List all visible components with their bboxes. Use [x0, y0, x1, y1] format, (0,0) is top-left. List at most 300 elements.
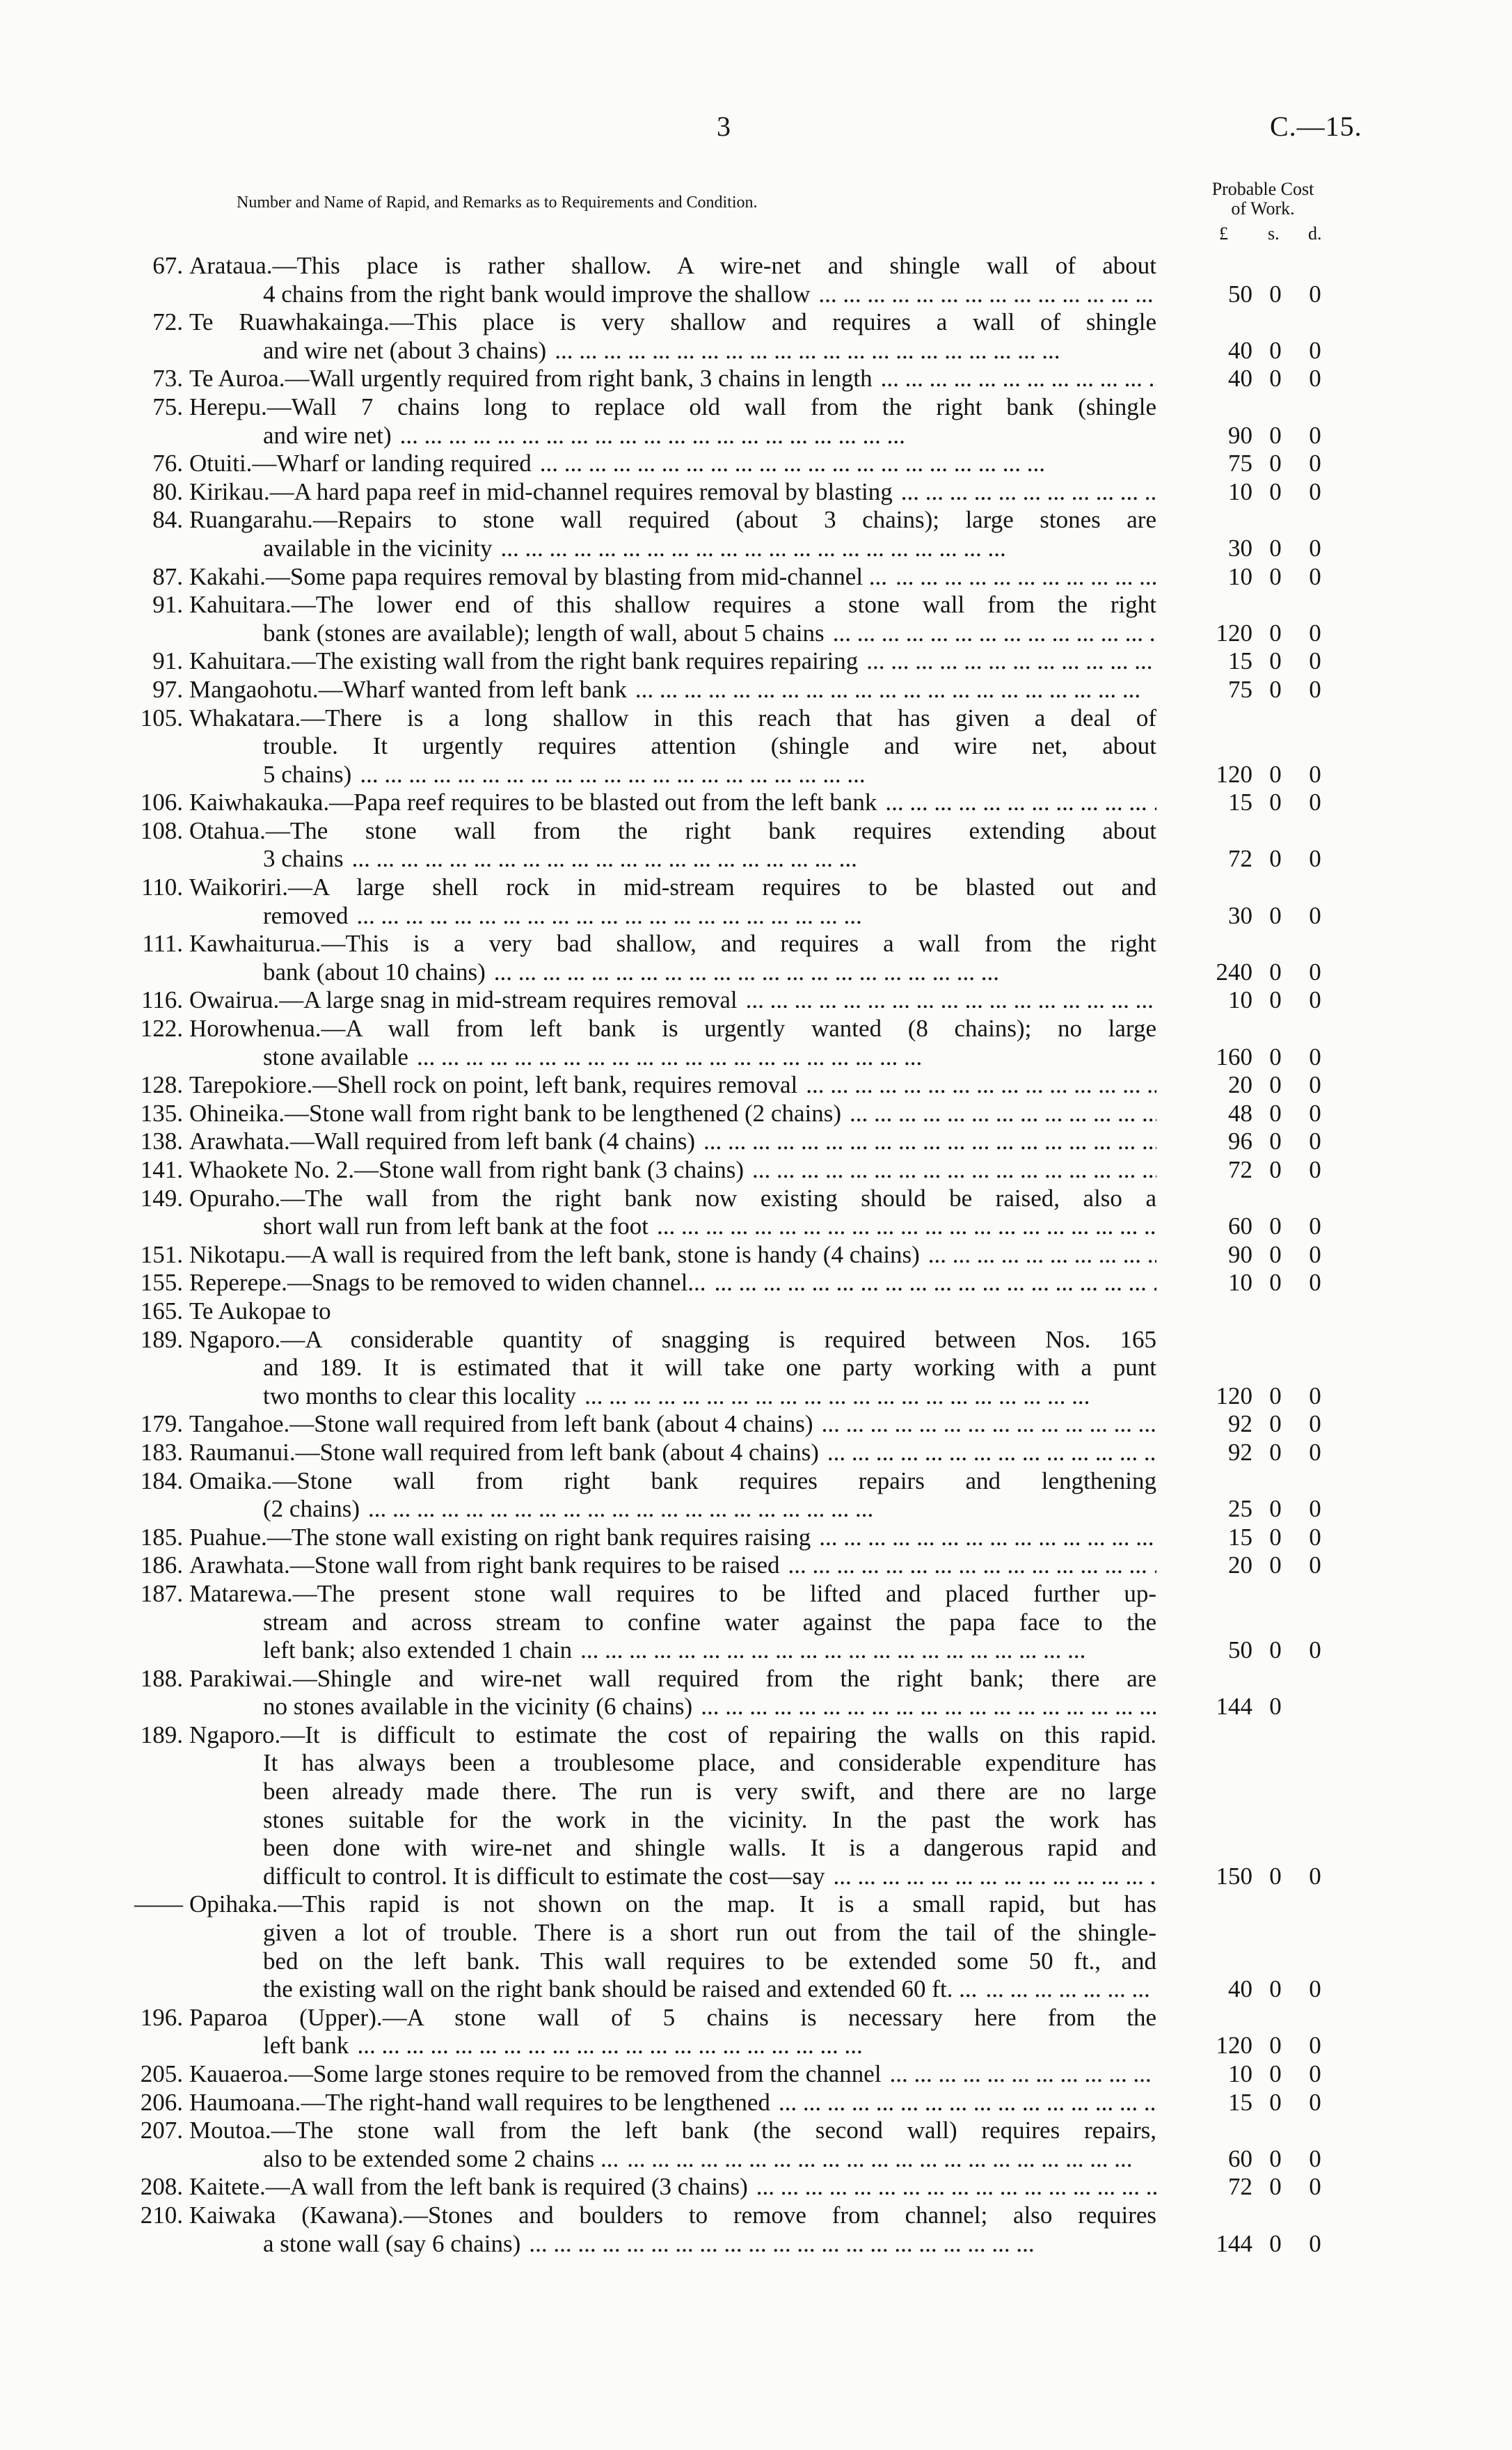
- entry-number: 188.: [140, 1664, 183, 1692]
- entry-text: [189, 365, 1156, 393]
- cost-pounds: 90: [1228, 421, 1252, 449]
- cost-pounds: 144: [1216, 2229, 1252, 2257]
- entry-number: 116.: [141, 986, 183, 1014]
- entry-text: Kaiwaka (Kawana).—Stones and boulders to remove from channel; also requires: [189, 2201, 1156, 2229]
- entry-line: [0, 1551, 1512, 1580]
- cost-pence: 0: [1309, 789, 1321, 816]
- entry-number: 196.: [140, 2003, 183, 2031]
- cost-pence: 0: [1309, 901, 1321, 929]
- entry-text-run: no stones available in the vicinity (6 chains): [263, 1693, 693, 1721]
- dot-leader: [779, 2089, 1156, 2117]
- cost-pounds: 50: [1228, 1636, 1252, 1664]
- entry-number: 184.: [140, 1467, 183, 1494]
- cost-pence: 0: [1309, 1128, 1321, 1155]
- cost-shillings: 0: [1269, 450, 1282, 477]
- entry-text: Otahua.—The stone wall from the right bank requires extending about: [189, 816, 1156, 844]
- entry: [0, 1297, 1512, 1326]
- entry-line: [0, 1721, 1512, 1750]
- entry-text: [189, 1551, 1156, 1580]
- entry-line: [0, 1636, 1512, 1665]
- cost-pence: 0: [1309, 1636, 1321, 1664]
- cost-pounds: 10: [1228, 2060, 1252, 2087]
- cost-pounds: 92: [1228, 1410, 1252, 1438]
- entry-line: [0, 761, 1512, 789]
- entry-number: 185.: [140, 1523, 183, 1551]
- cost-pence: 0: [1309, 1043, 1321, 1070]
- entry-text: [263, 1636, 1156, 1665]
- dot-leader: [890, 2060, 1156, 2089]
- entry-text: been done with wire-net and shingle walls. It is a dangerous rapid and: [263, 1834, 1156, 1862]
- entry-text-run: bank (stones are available); length of wall, about 5 chains: [263, 619, 825, 647]
- entry-text-run: Reperepe.—Snags to be removed to widen channel...: [189, 1269, 706, 1297]
- entry-line: [0, 1410, 1512, 1439]
- cost-pounds: 75: [1228, 675, 1252, 703]
- cost-pence: 0: [1309, 1240, 1321, 1268]
- shillings-heading: s.: [1268, 223, 1280, 244]
- entry-text-run: 3 chains: [263, 845, 344, 873]
- cost-pounds: 40: [1228, 336, 1252, 364]
- dot-leader: [584, 1382, 1156, 1411]
- entry-number: 138.: [140, 1128, 183, 1155]
- document-reference: C.—15.: [1270, 111, 1362, 142]
- entry-line: [0, 817, 1512, 846]
- entry-text: [189, 789, 1156, 817]
- cost-shillings: 0: [1269, 2173, 1282, 2201]
- entry-text: It has always been a troublesome place, and considerable expenditure has: [263, 1749, 1156, 1777]
- dot-leader: [819, 1524, 1156, 1552]
- cost-shillings: 0: [1269, 901, 1282, 929]
- entry: [0, 365, 1512, 393]
- entry-text-run: difficult to control. It is difficult to estimate the cost—say: [263, 1862, 825, 1890]
- dot-leader: [827, 1439, 1156, 1467]
- cost-pence: 0: [1309, 1523, 1321, 1551]
- entry-line: [0, 2117, 1512, 2145]
- entry-text: [263, 1382, 1156, 1411]
- cost-shillings: 0: [1269, 477, 1282, 505]
- cost-pounds: 72: [1228, 845, 1252, 873]
- entry: [0, 874, 1512, 930]
- entry: [0, 478, 1512, 507]
- entry-text-run: and wire net (about 3 chains): [263, 336, 547, 364]
- entry: [0, 2117, 1512, 2173]
- cost-pounds: 72: [1228, 1156, 1252, 1183]
- entry-text: [263, 1863, 1156, 1891]
- entry: [0, 1665, 1512, 1721]
- cost-pounds: 72: [1228, 2173, 1252, 2201]
- entry: [0, 1890, 1512, 2003]
- entry-text-run: Kaiwhakauka.—Papa reef requires to be blasted out from the left bank: [189, 789, 877, 816]
- dot-leader: [752, 1156, 1156, 1185]
- entry-line: [0, 732, 1512, 761]
- entry: [0, 817, 1512, 874]
- entry-line: [0, 252, 1512, 280]
- entry-number: 122.: [140, 1015, 183, 1043]
- dot-leader: [788, 1551, 1157, 1580]
- dot-leader: [368, 1495, 1156, 1524]
- entry-number: 105.: [140, 704, 183, 732]
- cost-shillings: 0: [1269, 760, 1282, 788]
- cost-shillings: 0: [1269, 1043, 1282, 1070]
- cost-pence: 0: [1309, 1099, 1321, 1127]
- dot-leader: [529, 2230, 1156, 2259]
- cost-shillings: 0: [1269, 1551, 1282, 1579]
- entry: [0, 1269, 1512, 1297]
- entry-line: [0, 478, 1512, 507]
- cost-pounds: 144: [1216, 1693, 1252, 1721]
- cost-pounds: 30: [1228, 901, 1252, 929]
- entry-text: [189, 1100, 1156, 1128]
- entry-text: Kawhaiturua.—This is a very bad shallow, and requires a wall from the right: [189, 930, 1156, 958]
- entry-number: 76.: [152, 450, 183, 477]
- entry-line: [0, 393, 1512, 422]
- entry-text: [263, 1043, 1156, 1072]
- entry-text: Opuraho.—The wall from the right bank now existing should be raised, also a: [189, 1184, 1156, 1212]
- cost-pounds: 160: [1216, 1043, 1252, 1070]
- dot-leader: [756, 2173, 1156, 2202]
- entry-number: 206.: [140, 2088, 183, 2116]
- entry-line: [0, 1128, 1512, 1156]
- entry-text: [263, 761, 1156, 789]
- cost-shillings: 0: [1269, 421, 1282, 449]
- cost-pounds: 120: [1216, 760, 1252, 788]
- entry-text: Moutoa.—The stone wall from the left bank (the second wall) requires repairs,: [189, 2117, 1156, 2144]
- cost-pence: 0: [1309, 2229, 1321, 2257]
- entry-text-run: 4 chains from the right bank would improve the shallow: [263, 280, 811, 308]
- entry: [0, 450, 1512, 478]
- cost-shillings: 0: [1269, 1382, 1282, 1409]
- cost-pounds: 10: [1228, 477, 1252, 505]
- entry-text: [263, 1212, 1156, 1241]
- entry-text: Ruangarahu.—Repairs to stone wall required (about 3 chains); large stones are: [189, 506, 1156, 534]
- entry-text: [189, 1439, 1156, 1467]
- dot-leader: [635, 676, 1156, 704]
- dot-leader: [985, 1975, 1156, 2004]
- dot-leader: [928, 1241, 1156, 1270]
- entry-line: [0, 1297, 1512, 1326]
- entry-line: [0, 1947, 1512, 1976]
- entry-number: 189.: [140, 1721, 183, 1748]
- entry-line: [0, 1693, 1512, 1721]
- entry-line: [0, 1071, 1512, 1100]
- dot-leader: [360, 761, 1156, 789]
- entry-number: 73.: [152, 365, 183, 393]
- entry-text: Opihaka.—This rapid is not shown on the map. It is a small rapid, but has: [189, 1890, 1156, 1918]
- entry: [0, 1326, 1512, 1411]
- cost-shillings: 0: [1269, 845, 1282, 873]
- entry-line: [0, 2004, 1512, 2032]
- entry: [0, 1100, 1512, 1128]
- entry-text-run: 5 chains): [263, 760, 352, 788]
- entry-line: [0, 1834, 1512, 1863]
- entry-number: 155.: [140, 1269, 183, 1297]
- cost-pence: 0: [1309, 2060, 1321, 2087]
- entry: [0, 1241, 1512, 1270]
- entry: [0, 393, 1512, 450]
- entry-line: [0, 1015, 1512, 1043]
- entry-line: [0, 2089, 1512, 2117]
- dot-leader: [357, 2032, 1156, 2060]
- dot-leader: [850, 1100, 1156, 1128]
- cost-shillings: 0: [1269, 675, 1282, 703]
- cost-pence: 0: [1309, 365, 1321, 393]
- entry-number: 208.: [140, 2173, 183, 2201]
- entry-text: Paparoa (Upper).—A stone wall of 5 chains is necessary here from the: [189, 2003, 1156, 2031]
- dot-leader: [833, 619, 1156, 648]
- entry-text-run: two months to clear this locality: [263, 1382, 577, 1409]
- entry-number: 75.: [152, 393, 183, 420]
- entry-text-run: Tarepokiore.—Shell rock on point, left bank, requires removal: [189, 1071, 798, 1099]
- cost-pounds: 15: [1228, 2088, 1252, 2116]
- entry-line: [0, 1665, 1512, 1693]
- cost-pounds: 15: [1228, 1523, 1252, 1551]
- cost-shillings: 0: [1269, 1156, 1282, 1183]
- dot-leader: [500, 535, 1156, 563]
- entry-text-run: Nikotapu.—A wall is required from the left bank, stone is handy (4 chains): [189, 1240, 920, 1268]
- cost-pence: 0: [1309, 2088, 1321, 2116]
- entry-number: 108.: [140, 816, 183, 844]
- dot-leader: [701, 1693, 1156, 1721]
- entry-number: 151.: [140, 1240, 183, 1268]
- entry-line: [0, 1100, 1512, 1128]
- entry-text-run: Arawhata.—Wall required from left bank (4 chains): [189, 1128, 696, 1155]
- cost-pence: 0: [1309, 450, 1321, 477]
- cost-shillings: 0: [1269, 2229, 1282, 2257]
- cost-shillings: 0: [1269, 1862, 1282, 1890]
- entry-line: [0, 1524, 1512, 1552]
- entry-text: Te Aukopae to: [189, 1297, 331, 1325]
- entry-line: [0, 1354, 1512, 1382]
- entry-text: [189, 2060, 1156, 2089]
- cost-shillings: 0: [1269, 336, 1282, 364]
- dot-leader: [715, 1269, 1156, 1297]
- entry-line: [0, 1806, 1512, 1835]
- entry-number: 210.: [140, 2201, 183, 2229]
- entry: [0, 647, 1512, 676]
- dot-leader: [356, 902, 1156, 931]
- entry-line: [0, 1241, 1512, 1270]
- dot-leader: [540, 450, 1156, 478]
- entry-number: 141.: [140, 1156, 183, 1183]
- entry-text: [263, 902, 1156, 931]
- entry-text: [189, 2173, 1156, 2202]
- entry-line: [0, 647, 1512, 676]
- cost-heading-line-2: of Work.: [1231, 198, 1295, 219]
- cost-shillings: 0: [1269, 365, 1282, 393]
- entry-text: [263, 1495, 1156, 1524]
- entry-number: 205.: [140, 2060, 183, 2087]
- cost-pounds: 240: [1216, 958, 1252, 986]
- entry-text: [189, 563, 1156, 592]
- entry: [0, 2202, 1512, 2258]
- entry-line: [0, 1778, 1512, 1806]
- entry-line: [0, 1919, 1512, 1947]
- cost-pence: 0: [1309, 1156, 1321, 1183]
- entry-text: Ngaporo.—A considerable quantity of snagging is required between Nos. 165: [189, 1325, 1156, 1353]
- entry-text-run: left bank: [263, 2032, 349, 2060]
- entry-text-run: Mangaohotu.—Wharf wanted from left bank: [189, 675, 627, 703]
- dot-leader: [881, 365, 1156, 393]
- cost-shillings: 0: [1269, 2088, 1282, 2116]
- entry-number: 187.: [140, 1579, 183, 1607]
- entry-text-run: removed: [263, 901, 349, 929]
- page-number: 3: [717, 111, 731, 142]
- entry-text-run: Puahue.—The stone wall existing on right bank requires raising: [189, 1523, 811, 1551]
- entry-text-run: Kauaeroa.—Some large stones require to be removed from the channel: [189, 2060, 882, 2087]
- entry-line: [0, 1749, 1512, 1778]
- cost-pence: 0: [1309, 2144, 1321, 2172]
- entry-text: Omaika.—Stone wall from right bank requires repairs and lengthening: [189, 1467, 1156, 1494]
- entry-number: 91.: [152, 647, 183, 675]
- entry-line: [0, 365, 1512, 393]
- cost-pence: 0: [1309, 1410, 1321, 1438]
- cost-pounds: 10: [1228, 1269, 1252, 1297]
- entry-text-run: short wall run from left bank at the foot: [263, 1212, 649, 1240]
- cost-pounds: 120: [1216, 1382, 1252, 1409]
- cost-shillings: 0: [1269, 562, 1282, 590]
- entry-line: [0, 337, 1512, 365]
- entry-text: [189, 1128, 1156, 1156]
- entry-text: [189, 1241, 1156, 1270]
- cost-pence: 0: [1309, 336, 1321, 364]
- cost-shillings: 0: [1269, 1410, 1282, 1438]
- entry-text-run: Tangahoe.—Stone wall required from left bank (about 4 chains): [189, 1410, 813, 1438]
- entry-text: Herepu.—Wall 7 chains long to replace old wall from the right bank (shingle: [189, 393, 1156, 420]
- cost-pounds: 48: [1228, 1099, 1252, 1127]
- entry-number: 106.: [140, 789, 183, 816]
- entry-number: 149.: [140, 1184, 183, 1212]
- entry-line: [0, 874, 1512, 902]
- cost-pounds: 20: [1228, 1071, 1252, 1099]
- entry: [0, 1721, 1512, 1891]
- cost-pounds: 92: [1228, 1438, 1252, 1466]
- entry-text: bed on the left bank. This wall requires to be extended some 50 ft., and: [263, 1947, 1156, 1975]
- cost-shillings: 0: [1269, 280, 1282, 308]
- cost-shillings: 0: [1269, 1212, 1282, 1240]
- cost-pence: 0: [1309, 534, 1321, 562]
- entry-number: 84.: [152, 506, 183, 534]
- entry-text: [189, 676, 1156, 704]
- cost-shillings: 0: [1269, 2060, 1282, 2087]
- entry-text: given a lot of trouble. There is a short run out from the tail of the shingle-: [263, 1919, 1156, 1947]
- entry-text: Parakiwai.—Shingle and wire-net wall required from the right bank; there are: [189, 1664, 1156, 1692]
- dot-leader: [352, 845, 1156, 874]
- cost-pence: 0: [1309, 1862, 1321, 1890]
- entry: [0, 1410, 1512, 1439]
- entry-text: [263, 337, 1156, 365]
- entry-line: [0, 845, 1512, 874]
- dot-leader: [400, 422, 1156, 450]
- cost-pence: 0: [1309, 1975, 1321, 2003]
- cost-pence: 0: [1309, 562, 1321, 590]
- entry-text: [189, 1410, 1156, 1439]
- pounds-heading: £: [1219, 223, 1228, 244]
- cost-pounds: 50: [1228, 280, 1252, 308]
- dot-leader: [657, 1212, 1156, 1241]
- entry: [0, 1185, 1512, 1241]
- cost-shillings: 0: [1269, 1128, 1282, 1155]
- dot-leader: [494, 958, 1156, 987]
- cost-shillings: 0: [1269, 647, 1282, 675]
- entry-line: [0, 535, 1512, 563]
- entry: [0, 1580, 1512, 1665]
- dot-leader: [822, 1410, 1156, 1439]
- cost-pence: 0: [1309, 1212, 1321, 1240]
- entry: [0, 2004, 1512, 2060]
- cost-pence: 0: [1309, 647, 1321, 675]
- cost-shillings: 0: [1269, 986, 1282, 1014]
- entry-text: trouble. It urgently requires attention (shingle and wire net, about: [263, 732, 1156, 760]
- entry-text: [189, 1156, 1156, 1185]
- entry-line: [0, 2202, 1512, 2230]
- entry-text: been already made there. The run is very swift, and there are no large: [263, 1778, 1156, 1805]
- cost-pounds: 75: [1228, 450, 1252, 477]
- entry-text: [189, 2089, 1156, 2117]
- cost-shillings: 0: [1269, 1240, 1282, 1268]
- cost-pounds: 120: [1216, 619, 1252, 647]
- entry-line: [0, 789, 1512, 817]
- entry-text: [263, 2032, 1156, 2060]
- entry-text: Matarewa.—The present stone wall requires to be lifted and placed further up-: [189, 1579, 1156, 1607]
- entry-line: [0, 308, 1512, 337]
- entry-text: Horowhenua.—A wall from left bank is urgently wanted (8 chains); no large: [189, 1015, 1156, 1043]
- entry-line: [0, 1156, 1512, 1185]
- entry-line: [0, 2060, 1512, 2089]
- entry-number: 111.: [142, 930, 183, 958]
- cost-pounds: 15: [1228, 647, 1252, 675]
- cost-pence: 0: [1309, 2032, 1321, 2060]
- entry-number: ——: [134, 1890, 183, 1918]
- cost-pounds: 60: [1228, 2144, 1252, 2172]
- cost-pounds: 40: [1228, 365, 1252, 393]
- entry-line: [0, 280, 1512, 309]
- dot-leader: [703, 1128, 1156, 1156]
- entry-text-run: (2 chains): [263, 1495, 360, 1523]
- entry-number: 189.: [140, 1325, 183, 1353]
- entry-text: Waikoriri.—A large shell rock in mid-stream requires to be blasted out and: [189, 874, 1156, 901]
- entry-number: 128.: [140, 1071, 183, 1099]
- entry-text: [263, 619, 1156, 648]
- entry-line: [0, 986, 1512, 1015]
- entry-text: stream and across stream to confine water against the papa face to the: [263, 1608, 1156, 1636]
- cost-shillings: 0: [1269, 2144, 1282, 2172]
- cost-shillings: 0: [1269, 1523, 1282, 1551]
- dot-leader: [417, 1043, 1156, 1072]
- entry-text: [189, 1524, 1156, 1552]
- entry-text-run: bank (about 10 chains): [263, 958, 486, 986]
- entry-text: Kahuitara.—The lower end of this shallow requires a stone wall from the right: [189, 591, 1156, 619]
- cost-pounds: 90: [1228, 1240, 1252, 1268]
- entry: [0, 704, 1512, 789]
- dot-leader: [896, 563, 1156, 592]
- cost-shillings: 0: [1269, 1975, 1282, 2003]
- entry-line: [0, 1975, 1512, 2004]
- entry-number: 80.: [152, 477, 183, 505]
- entry-text: stones suitable for the work in the vicinity. In the past the work has: [263, 1805, 1156, 1833]
- entry-line: [0, 506, 1512, 535]
- entry-text-run: left bank; also extended 1 chain: [263, 1636, 573, 1664]
- entry-number: 183.: [140, 1438, 183, 1466]
- cost-pence: 0: [1309, 2173, 1321, 2201]
- cost-pence: 0: [1309, 280, 1321, 308]
- entry-line: [0, 563, 1512, 592]
- entry: [0, 676, 1512, 704]
- entry-text: [263, 2230, 1156, 2259]
- entry-text: [263, 422, 1156, 450]
- entry-line: [0, 1043, 1512, 1072]
- cost-shillings: 0: [1269, 1269, 1282, 1297]
- cost-pounds: 10: [1228, 562, 1252, 590]
- cost-pounds: 30: [1228, 534, 1252, 562]
